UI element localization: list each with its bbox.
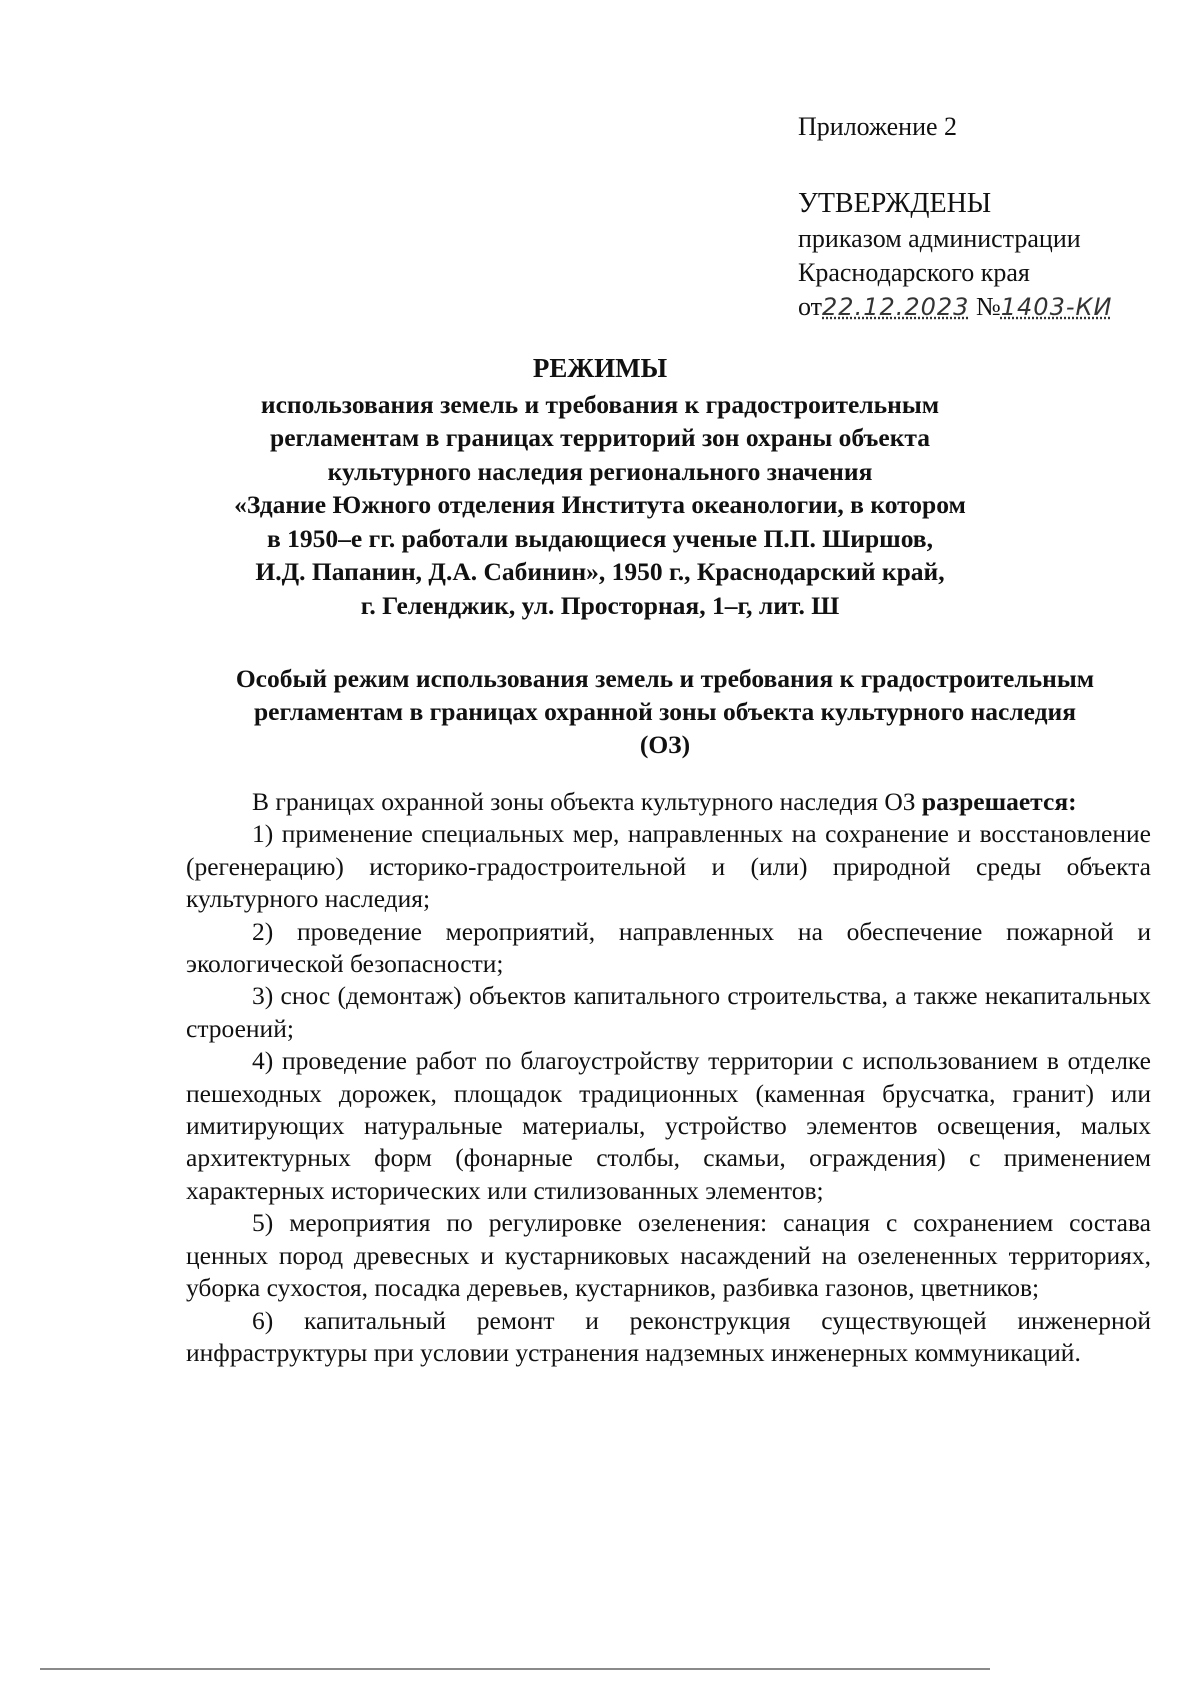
approval-line-2: Краснодарского края — [798, 258, 1030, 287]
handwritten-number: 1403-КИ — [1000, 293, 1113, 321]
intro-paragraph — [186, 786, 1151, 818]
list-item: 6) капитальный ремонт и реконструкция существующей инженерной инфраструктуры при условии устранения надземных инженерных коммуникаций. — [186, 1305, 1151, 1367]
document-title — [150, 352, 1050, 622]
title-line: И.Д. Папанин, Д.А. Сабинин», 1950 г., Краснодарский край, — [255, 557, 945, 586]
subtitle-line: регламентам в границах охранной зоны объекта культурного наследия — [253, 697, 1077, 726]
list-item: 3) снос (демонтаж) объектов капитального строительства, а также некапитальных строений; — [186, 981, 1151, 1043]
date-prefix: от — [798, 292, 823, 321]
title-main: РЕЖИМЫ — [532, 353, 668, 383]
approval-block — [798, 110, 1178, 324]
bottom-divider — [40, 1668, 990, 1670]
list-item: 4) проведение работ по благоустройству территории с использованием в отделке пешеходных дорожек, площадок традиционных (каменная брусчатка, гранит) или имитирующих натуральные материалы, устройство элементов освещения, малых архитектурных форм (фонарные столбы, скамьи, ограждения) с применением характерных исторических или стилизованных элементов; — [186, 1046, 1151, 1205]
list-item: 1) применение специальных мер, направленных на сохранение и восстановление (регенерацию) историко-градостроительной и (или) природной среды объекта культурного наследия; — [186, 819, 1151, 914]
title-line: культурного наследия регионального значения — [327, 456, 873, 486]
section-heading — [170, 662, 1160, 761]
title-line: «Здание Южного отделения Института океанологии, в котором — [234, 490, 966, 519]
list-item: 5) мероприятия по регулировке озеленения: санация с сохранением состава ценных пород древесных и кустарниковых насаждений на озелененных территориях, уборка сухостоя, посадка деревьев, кустарников, разбивка газонов, цветников; — [186, 1208, 1151, 1303]
body-text — [186, 786, 1151, 1369]
intro-bold: разрешается: — [921, 787, 1077, 816]
annex-label: Приложение 2 — [798, 112, 958, 141]
approval-date-line — [798, 290, 1178, 324]
title-line: в 1950–е гг. работали выдающиеся ученые П.П. Ширшов, — [267, 523, 933, 553]
title-line: г. Геленджик, ул. Просторная, 1–г, лит. Ш — [360, 590, 840, 620]
title-line: использования земель и требования к градостроительным — [260, 389, 940, 419]
intro-text: В границах охранной зоны объекта культурного наследия ОЗ — [252, 787, 922, 816]
approval-line-1: приказом администрации — [798, 224, 1081, 253]
subtitle-line: (ОЗ) — [639, 730, 691, 759]
list-item: 2) проведение мероприятий, направленных на обеспечение пожарной и экологической безопасности; — [186, 916, 1151, 979]
number-prefix: № — [975, 292, 1001, 321]
subtitle-line: Особый режим использования земель и требования к градостроительным — [235, 664, 1095, 693]
handwritten-date: 22.12.2023 — [822, 293, 970, 321]
approved-heading: УТВЕРЖДЕНЫ — [798, 188, 992, 219]
title-line: регламентам в границах территорий зон охраны объекта — [270, 423, 930, 452]
